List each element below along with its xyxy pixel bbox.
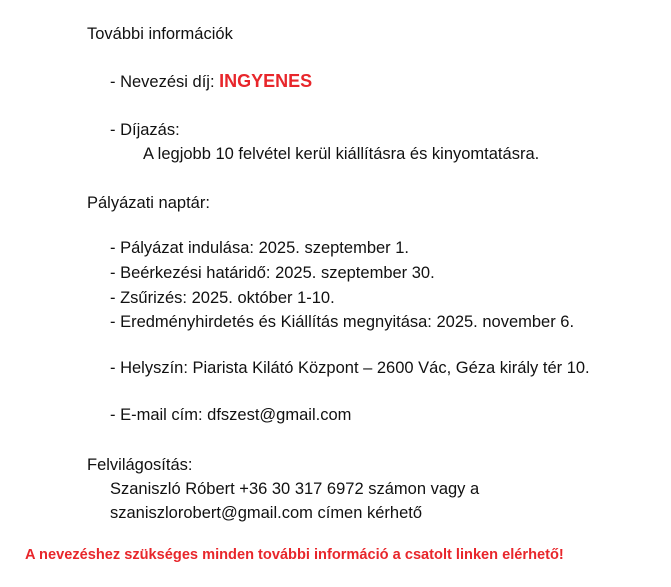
footer-notice: A nevezéshez szükséges minden további információ a csatolt linken elérhető! xyxy=(25,547,564,563)
email-line: - E-mail cím: dfszest@gmail.com xyxy=(110,406,352,424)
calendar-item-results: - Eredményhirdetés és Kiállítás megnyitása: 2025. november 6. xyxy=(110,313,575,331)
entry-fee-label: - Nevezési díj: xyxy=(110,73,220,91)
calendar-item-deadline: - Beérkezési határidő: 2025. szeptember 30. xyxy=(110,264,435,282)
calendar-heading: Pályázati naptár: xyxy=(87,194,210,212)
entry-fee-value: INGYENES xyxy=(219,71,313,91)
prize-text: A legjobb 10 felvétel kerül kiállításra és kinyomtatásra. xyxy=(143,145,540,163)
calendar-item-judging: - Zsűrizés: 2025. október 1-10. xyxy=(110,289,335,307)
entry-fee-line xyxy=(110,71,312,92)
contact-line-email: szaniszlorobert@gmail.com címen kérhető xyxy=(110,504,423,522)
section-heading: További információk xyxy=(87,25,233,43)
venue-line: - Helyszín: Piarista Kilátó Központ – 2600 Vác, Géza király tér 10. xyxy=(110,359,590,377)
prize-label: - Díjazás: xyxy=(110,121,180,139)
calendar-item-start: - Pályázat indulása: 2025. szeptember 1. xyxy=(110,239,410,257)
contact-heading: Felvilágosítás: xyxy=(87,456,193,474)
contact-line-phone: Szaniszló Róbert +36 30 317 6972 számon vagy a xyxy=(110,480,480,498)
